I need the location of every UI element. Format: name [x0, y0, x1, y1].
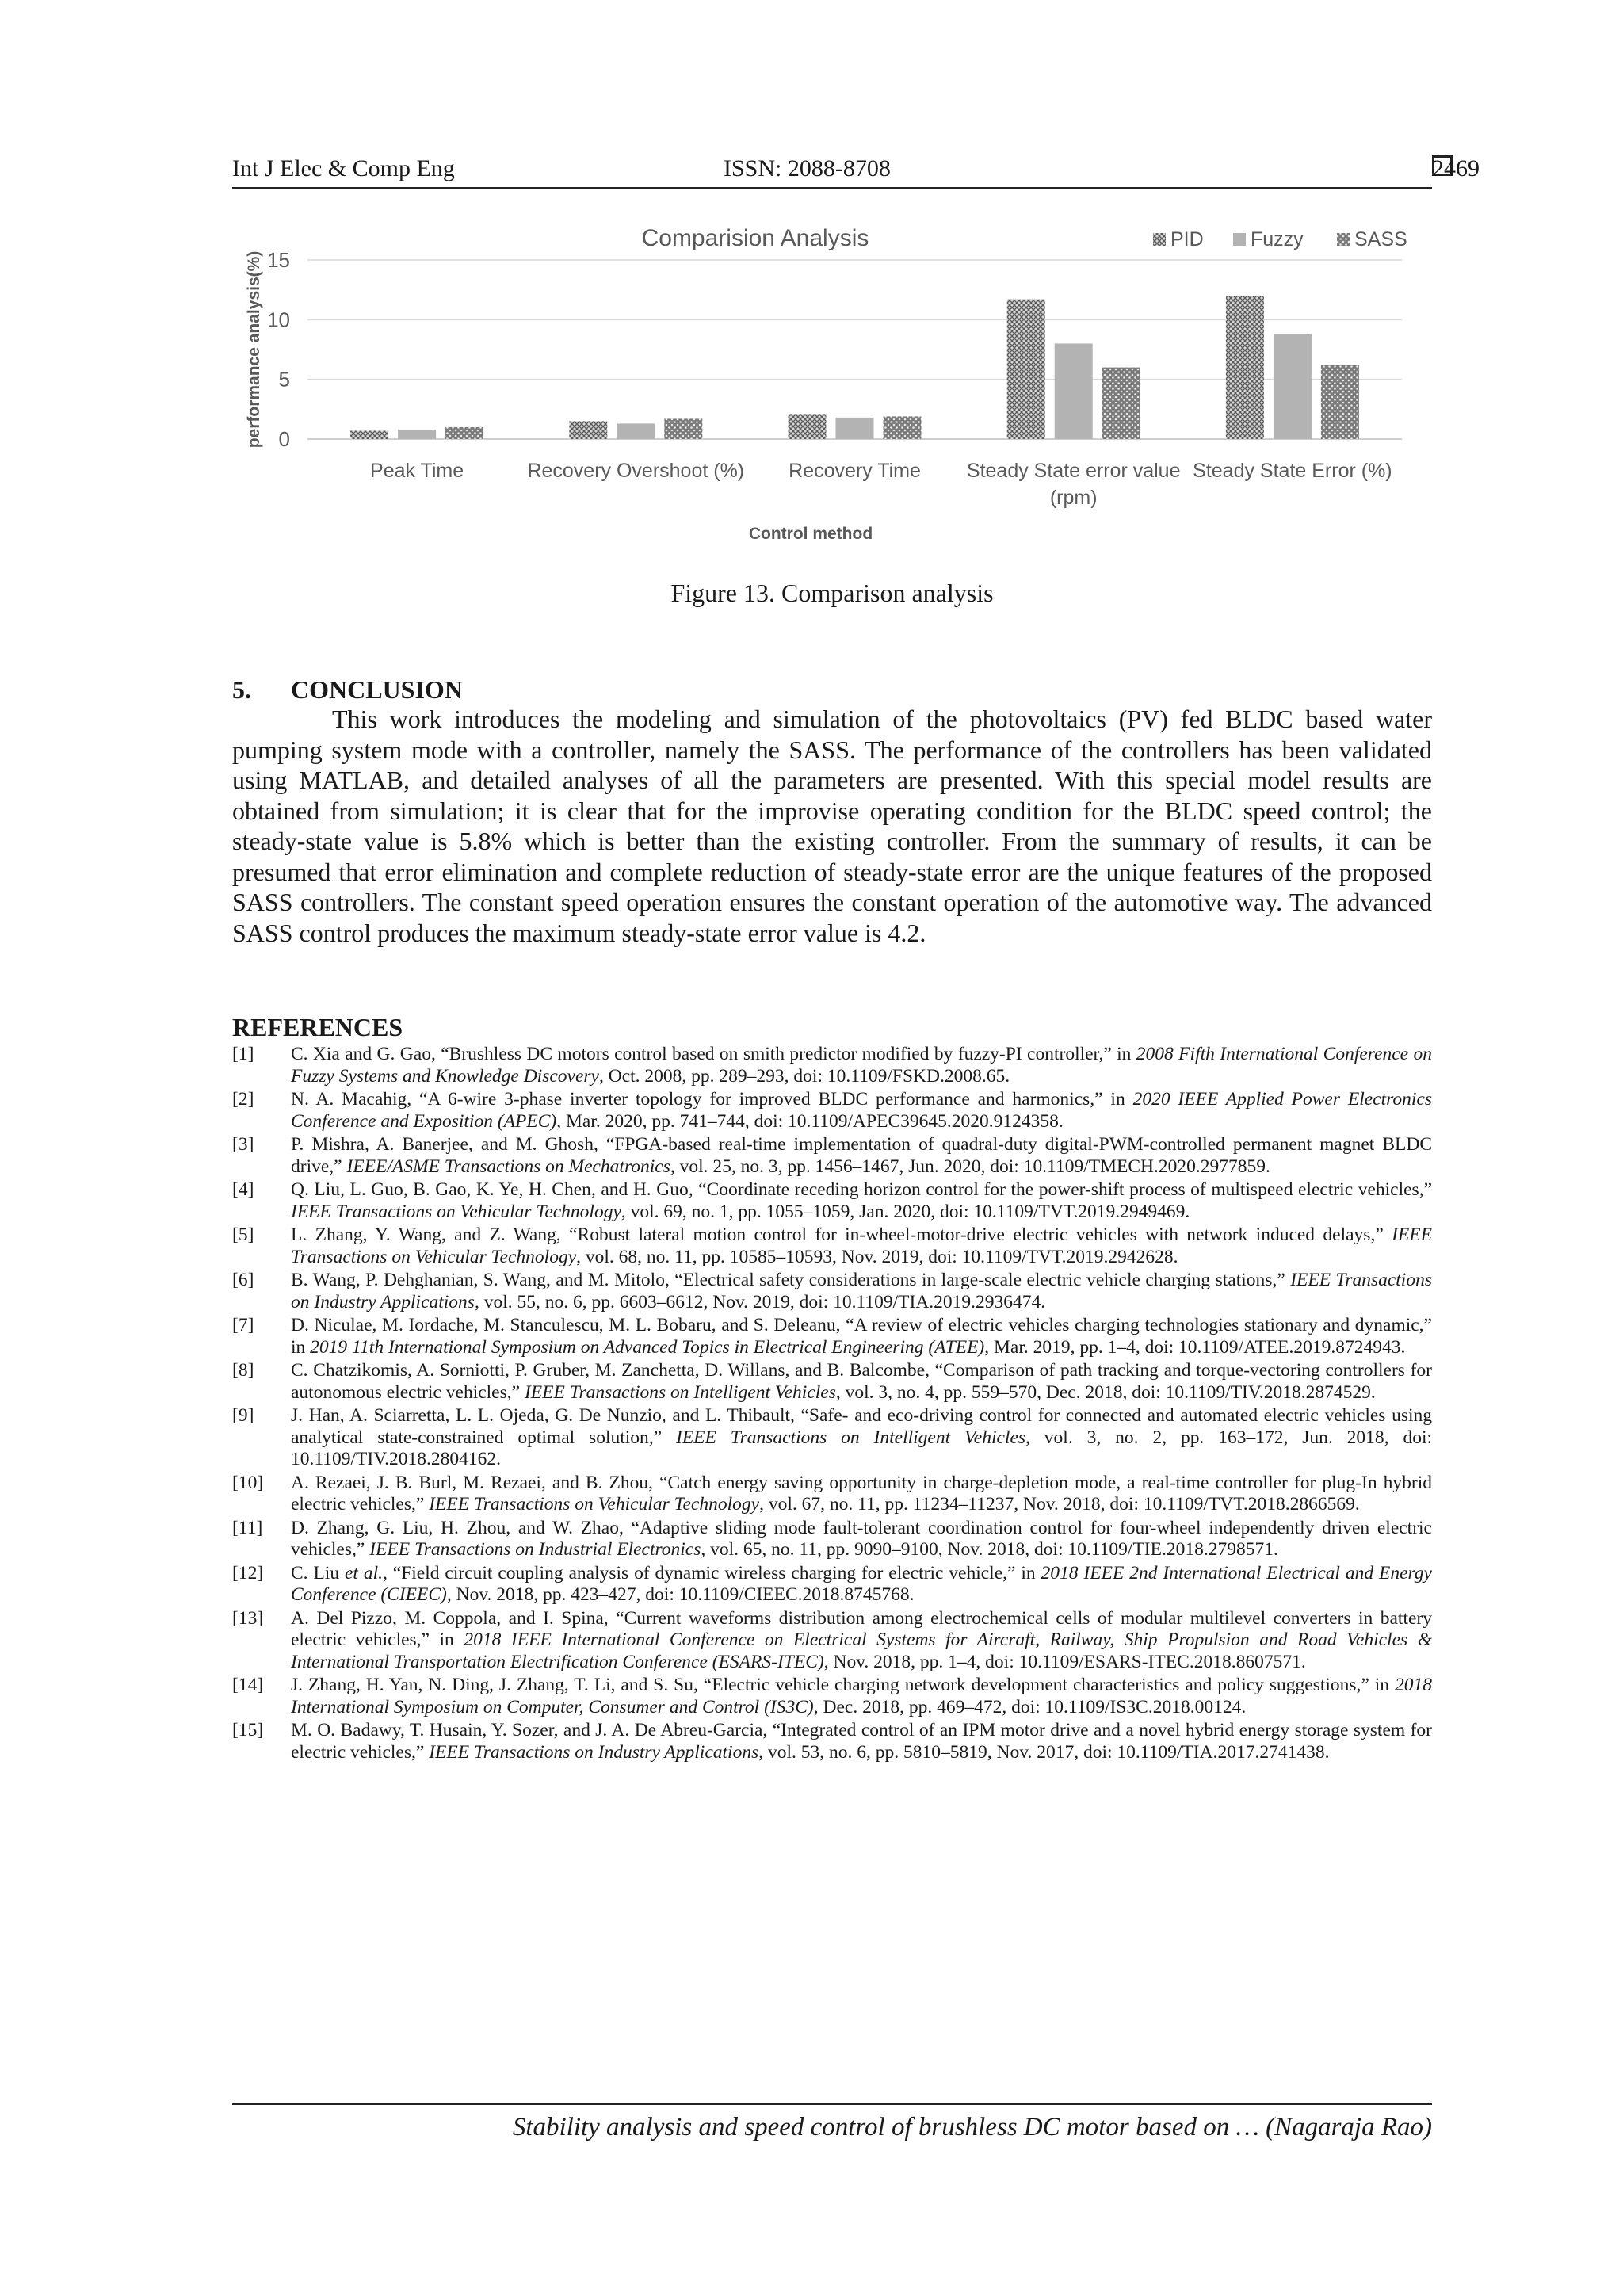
reference-item	[232, 1179, 1432, 1223]
reference-venue: 2020 IEEE Applied Power Electronics Conference and Exposition (APEC)	[291, 1089, 1432, 1132]
reference-number: [14]	[232, 1675, 264, 1695]
reference-venue: 2018 IEEE 2nd International Electrical and Energy Conference (CIEEC)	[291, 1562, 1432, 1605]
reference-number: [13]	[232, 1607, 264, 1629]
reference-text: , Mar. 2019, pp. 1–4, doi: 10.1109/ATEE.2019.8724943.	[984, 1336, 1406, 1358]
journal-name: Int J Elec & Comp Eng	[232, 155, 455, 181]
reference-text: , vol. 55, no. 6, pp. 6603–6612, Nov. 2019, doi: 10.1109/TIA.2019.2936474.	[474, 1291, 1046, 1312]
x-tick-label: Recovery Time	[789, 460, 921, 482]
references-heading: REFERENCES	[232, 1013, 403, 1041]
reference-item	[232, 1675, 1432, 1718]
y-tick-label: 5	[278, 367, 290, 392]
reference-venue: IEEE Transactions on Vehicular Technology	[429, 1494, 760, 1515]
reference-text: , Nov. 2018, pp. 423–427, doi: 10.1109/CIEEC.2018.8745768.	[446, 1584, 915, 1605]
reference-number: [15]	[232, 1720, 264, 1740]
reference-item	[232, 1044, 1432, 1087]
reference-number: [3]	[232, 1134, 254, 1155]
bar-sass	[1102, 368, 1140, 439]
reference-text: , vol. 67, no. 11, pp. 11234–11237, Nov. 2018, doi: 10.1109/TVT.2018.2866569.	[759, 1494, 1360, 1515]
legend-label: PID	[1170, 228, 1204, 250]
bar-fuzzy	[398, 430, 436, 439]
x-tick-label: Steady State error value	[966, 460, 1181, 482]
reference-number: [1]	[232, 1044, 254, 1064]
x-axis-label: Control method	[748, 525, 873, 543]
reference-text: C. Xia and G. Gao, “Brushless DC motors control based on smith predictor modified by fuzzy-PI controller,” in	[291, 1044, 1136, 1064]
reference-venue: IEEE Transactions on Vehicular Technology	[291, 1224, 1432, 1267]
reference-item	[232, 1563, 1432, 1606]
bar-pid	[1226, 296, 1264, 439]
reference-text: , “Field circuit coupling analysis of dynamic wireless charging for electric vehicle,” in	[383, 1562, 1041, 1584]
reference-number: [9]	[232, 1405, 254, 1426]
bar-pid	[1007, 300, 1045, 439]
legend-label: Fuzzy	[1251, 228, 1304, 250]
reference-number: [4]	[232, 1179, 254, 1200]
bar-pid	[569, 421, 607, 439]
legend-swatch-sass	[1337, 233, 1350, 246]
y-tick-label: 15	[267, 248, 290, 272]
running-header	[232, 155, 1480, 189]
section-number: 5.	[232, 675, 251, 704]
bar-sass	[884, 416, 922, 439]
reference-number: [5]	[232, 1224, 254, 1245]
y-tick-label: 10	[267, 308, 290, 332]
chart-svg	[232, 212, 1432, 561]
reference-item	[232, 1608, 1432, 1674]
reference-item	[232, 1518, 1432, 1561]
reference-text: L. Zhang, Y. Wang, and Z. Wang, “Robust lateral motion control for in-wheel-motor-drive electric vehicles with network induced delays,”	[291, 1224, 1392, 1245]
bar-pid	[350, 430, 388, 439]
x-tick-label: Recovery Overshoot (%)	[527, 460, 745, 482]
reference-text: , vol. 25, no. 3, pp. 1456–1467, Jun. 2020, doi: 10.1109/TMECH.2020.2977859.	[670, 1156, 1270, 1177]
reference-venue: IEEE/ASME Transactions on Mechatronics	[346, 1156, 670, 1177]
reference-venue: 2018 IEEE International Conference on Electrical Systems for Aircraft, Railway, Ship Propulsion and Road Vehicles & International Transportation Electrification Conference (ESARS-ITEC)	[291, 1629, 1432, 1672]
x-tick-label: Steady State Error (%)	[1193, 460, 1392, 482]
reference-number: [7]	[232, 1315, 254, 1335]
reference-item	[232, 1720, 1432, 1763]
reference-number: [10]	[232, 1472, 264, 1493]
figure-caption: Figure 13. Comparison analysis	[670, 579, 994, 607]
reference-list	[232, 1044, 1432, 1765]
reference-venue: IEEE Transactions on Industry Applications	[429, 1741, 759, 1763]
reference-venue: IEEE Transactions on Intelligent Vehicles	[676, 1427, 1026, 1448]
bar-sass	[445, 427, 483, 439]
reference-venue: et al.	[344, 1562, 383, 1584]
reference-venue: IEEE Transactions on Vehicular Technology	[291, 1201, 621, 1222]
page-number: 2469	[1432, 155, 1480, 181]
reference-venue: 2018 International Symposium on Computer, Consumer and Control (IS3C)	[291, 1675, 1432, 1717]
conclusion-paragraph: This work introduces the modeling and simulation of the photovoltaics (PV) fed BLDC based water pumping system mode with a controller, namely the SASS. The performance of the controllers has been validated using MATLAB, and detailed analyses of all the parameters are presented. With this special model results are obtained from simulation; it is clear that for the improvise operating condition for the BLDC speed control; the steady-state value is 5.8% which is better than the existing controller. From the summary of results, it can be presumed that error elimination and complete reduction of steady-state error are the unique features of the proposed SASS controllers. The constant speed operation ensures the constant operation of the automotive way. The advanced SASS control produces the maximum steady-state error value is 4.2.	[232, 705, 1432, 947]
reference-text: P. Mishra, A. Banerjee, and M. Ghosh, “FPGA-based real-time implementation of quadral-duty digital-PWM-controlled permanent magnet BLDC drive,”	[291, 1134, 1432, 1177]
reference-number: [11]	[232, 1517, 263, 1538]
reference-text: C. Chatzikomis, A. Sorniotti, P. Gruber, M. Zanchetta, D. Willans, and B. Balcombe, “Comparison of path tracking and torque-vectoring controllers for autonomous electric vehicles,”	[291, 1360, 1432, 1403]
reference-item	[232, 1270, 1432, 1313]
reference-text: , vol. 53, no. 6, pp. 5810–5819, Nov. 2017, doi: 10.1109/TIA.2017.2741438.	[758, 1741, 1330, 1763]
reference-venue: IEEE Transactions on Intelligent Vehicles	[524, 1381, 836, 1403]
bar-fuzzy	[1274, 334, 1312, 439]
reference-text: , Dec. 2018, pp. 469–472, doi: 10.1109/IS3C.2018.00124.	[813, 1696, 1247, 1717]
reference-text: C. Liu	[291, 1562, 345, 1584]
reference-text: A. Rezaei, J. B. Burl, M. Rezaei, and B. Zhou, “Catch energy saving opportunity in charge-depletion mode, a real-time controller for plug-In hybrid electric vehicles,”	[291, 1472, 1432, 1515]
reference-number: [6]	[232, 1270, 254, 1290]
bar-fuzzy	[1055, 343, 1093, 439]
reference-item	[232, 1315, 1432, 1358]
reference-item	[232, 1360, 1432, 1404]
reference-text: , vol. 68, no. 11, pp. 10585–10593, Nov. 2019, doi: 10.1109/TVT.2019.2942628.	[576, 1246, 1178, 1267]
y-axis-label: performance analysis(%)	[245, 250, 263, 449]
reference-text: J. Zhang, H. Yan, N. Ding, J. Zhang, T. Li, and S. Su, “Electric vehicle charging network development characteristics and policy suggestions,” in	[291, 1675, 1395, 1695]
reference-item	[232, 1405, 1432, 1471]
reference-venue: 2008 Fifth International Conference on Fuzzy Systems and Knowledge Discovery	[291, 1044, 1432, 1087]
legend-label: SASS	[1354, 228, 1407, 250]
bar-fuzzy	[617, 423, 655, 439]
section-title: CONCLUSION	[291, 675, 463, 704]
reference-venue: IEEE Transactions on Industrial Electronics	[369, 1539, 701, 1560]
reference-item	[232, 1089, 1432, 1133]
reference-text: , Mar. 2020, pp. 741–744, doi: 10.1109/APEC39645.2020.9124358.	[556, 1110, 1064, 1132]
x-tick-label: (rpm)	[1049, 487, 1098, 509]
reference-number: [12]	[232, 1562, 264, 1584]
reference-item	[232, 1224, 1432, 1268]
legend-swatch-fuzzy	[1233, 233, 1246, 246]
bar-sass	[1321, 365, 1359, 439]
reference-text: B. Wang, P. Dehghanian, S. Wang, and M. Mitolo, “Electrical safety considerations in large-scale electric vehicle charging stations,”	[291, 1270, 1291, 1290]
reference-text: , vol. 69, no. 1, pp. 1055–1059, Jan. 2020, doi: 10.1109/TVT.2019.2949469.	[621, 1201, 1190, 1222]
reference-venue: 2019 11th International Symposium on Advanced Topics in Electrical Engineering (ATEE)	[310, 1336, 985, 1358]
bar-fuzzy	[836, 418, 874, 439]
y-tick-label: 0	[278, 427, 290, 451]
reference-text: M. O. Badawy, T. Husain, Y. Sozer, and J. A. De Abreu-Garcia, “Integrated control of an IPM motor drive and a novel hybrid energy storage system for electric vehicles,”	[291, 1720, 1432, 1763]
reference-text: , vol. 65, no. 11, pp. 9090–9100, Nov. 2018, doi: 10.1109/TIE.2018.2798571.	[701, 1539, 1278, 1560]
reference-text: A. Del Pizzo, M. Coppola, and I. Spina, “Current waveforms distribution among electrochemical cells of modular multilevel converters in battery electric vehicles,” in	[291, 1607, 1432, 1650]
section-heading	[232, 675, 463, 705]
reference-text: J. Han, A. Sciarretta, L. L. Ojeda, G. De Nunzio, and L. Thibault, “Safe- and eco-driving control for connected and automated electric vehicles using analytical state-constrained optimal solution,”	[291, 1405, 1432, 1448]
legend-swatch-pid	[1153, 233, 1166, 246]
reference-text: , vol. 3, no. 2, pp. 163–172, Jun. 2018, doi: 10.1109/TIV.2018.2804162.	[291, 1427, 1433, 1469]
reference-text: , Nov. 2018, pp. 1–4, doi: 10.1109/ESARS-ITEC.2018.8607571.	[823, 1651, 1306, 1672]
bar-sass	[664, 418, 702, 439]
issn: ISSN: 2088-8708	[724, 155, 891, 181]
chart-title: Comparision Analysis	[641, 225, 869, 251]
bar-pid	[789, 414, 827, 439]
reference-number: [2]	[232, 1089, 254, 1110]
reference-text: Q. Liu, L. Guo, B. Gao, K. Ye, H. Chen, and H. Guo, “Coordinate receding horizon control for the power-shift process of multispeed electric vehicles,”	[291, 1179, 1432, 1200]
comparison-chart	[232, 212, 1432, 561]
reference-text: D. Niculae, M. Iordache, M. Stanculescu, M. L. Bobaru, and S. Deleanu, “A review of electric vehicles charging technologies stationary and dynamic,” in	[291, 1315, 1432, 1358]
running-footer: Stability analysis and speed control of brushless DC motor based on … (Nagaraja Rao)	[232, 2103, 1432, 2142]
reference-text: , Oct. 2008, pp. 289–293, doi: 10.1109/FSKD.2008.65.	[598, 1065, 1010, 1087]
reference-number: [8]	[232, 1360, 254, 1381]
reference-item	[232, 1473, 1432, 1516]
x-tick-label: Peak Time	[370, 460, 464, 482]
reference-text: , vol. 3, no. 4, pp. 559–570, Dec. 2018, doi: 10.1109/TIV.2018.2874529.	[835, 1381, 1376, 1403]
reference-venue: IEEE Transactions on Industry Applications	[291, 1270, 1432, 1312]
reference-text: D. Zhang, G. Liu, H. Zhou, and W. Zhao, “Adaptive sliding mode fault-tolerant coordination control for four-wheel independently driven electric vehicles,”	[291, 1517, 1432, 1560]
reference-text: N. A. Macahig, “A 6-wire 3-phase inverter topology for improved BLDC performance and harmonics,” in	[291, 1089, 1133, 1110]
reference-item	[232, 1134, 1432, 1178]
